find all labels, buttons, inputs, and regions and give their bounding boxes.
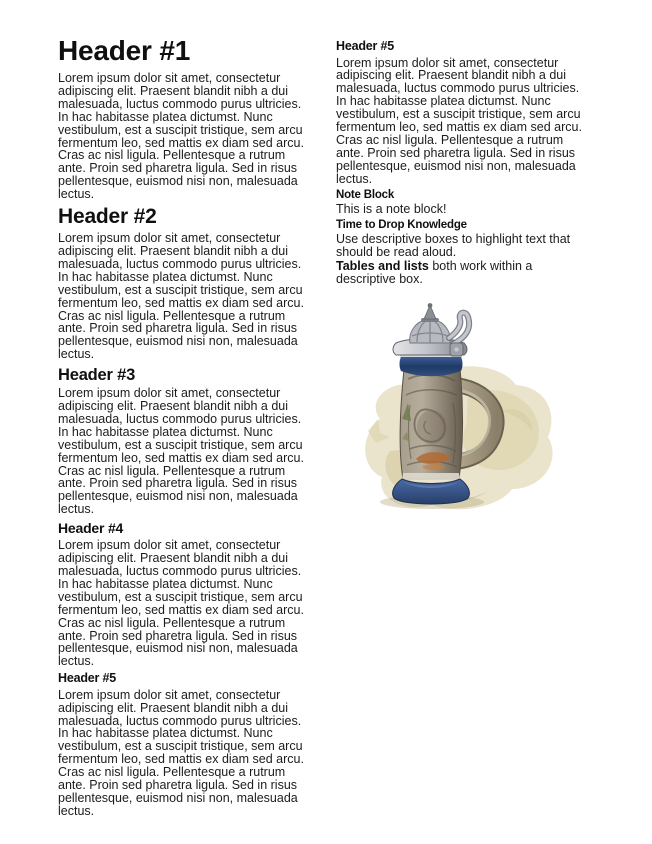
header-2: Header #2	[58, 205, 157, 229]
beer-stein-illustration	[350, 301, 562, 516]
stein-body	[400, 362, 463, 481]
header-1: Header #1	[58, 35, 191, 66]
paragraph-lorem-5: Lorem ipsum dolor sit amet, consectetur adipiscing elit. Praesent blandit nibh a dui malesuada, luctus commodo purus ultricies. In hac habitasse platea dictumst. Nunc vestibulum, est a suscipit tristique, sem arcu fermentum leo, sed mattis ex diam sed arcu. Cras ac nisl ligula. Pellentesque a rutrum ante. Proin sed pharetra ligula. Sed in risus pellentesque, euismod nisi non, malesuada lectus.	[58, 687, 304, 818]
note-block-title: Note Block	[336, 188, 395, 201]
header-3: Header #3	[58, 366, 136, 385]
knowledge-title: Time to Drop Knowledge	[336, 218, 467, 231]
note-block-text: This is a note block!	[336, 202, 447, 217]
header-5-left: Header #5	[58, 671, 116, 686]
knowledge-text: Use descriptive boxes to highlight text that should be read aloud.	[336, 232, 571, 260]
stein-finial	[421, 303, 439, 322]
header-5-right: Header #5	[336, 39, 394, 53]
right-column	[336, 36, 592, 819]
paragraph-lorem-2: Lorem ipsum dolor sit amet, consectetur adipiscing elit. Praesent blandit nibh a dui malesuada, luctus commodo purus ultricies. In hac habitasse platea dictumst. Nunc vestibulum, est a suscipit tristique, sem arcu fermentum leo, sed mattis ex diam sed arcu. Cras ac nisl ligula. Pellentesque a rutrum ante. Proin sed pharetra ligula. Sed in risus pellentesque, euismod nisi non, malesuada lectus.	[58, 231, 304, 362]
left-column	[58, 36, 310, 819]
two-column-layout	[58, 36, 592, 819]
tables-and-lists-bold: Tables and lists	[336, 259, 429, 274]
paragraph-lorem-3: Lorem ipsum dolor sit amet, consectetur adipiscing elit. Praesent blandit nibh a dui malesuada, luctus commodo purus ultricies. In hac habitasse platea dictumst. Nunc vestibulum, est a suscipit tristique, sem arcu fermentum leo, sed mattis ex diam sed arcu. Cras ac nisl ligula. Pellentesque a rutrum ante. Proin sed pharetra ligula. Sed in risus pellentesque, euismod nisi non, malesuada lectus.	[58, 386, 304, 517]
stein-lid-dome	[410, 320, 451, 343]
paragraph-lorem-6: Lorem ipsum dolor sit amet, consectetur adipiscing elit. Praesent blandit nibh a dui malesuada, luctus commodo purus ultricies. In hac habitasse platea dictumst. Nunc vestibulum, est a suscipit tristique, sem arcu fermentum leo, sed mattis ex diam sed arcu. Cras ac nisl ligula. Pellentesque a rutrum ante. Proin sed pharetra ligula. Sed in risus pellentesque, euismod nisi non, malesuada lectus.	[336, 55, 582, 186]
paragraph-lorem-1: Lorem ipsum dolor sit amet, consectetur adipiscing elit. Praesent blandit nibh a dui malesuada, luctus commodo purus ultricies. In hac habitasse platea dictumst. Nunc vestibulum, est a suscipit tristique, sem arcu fermentum leo, sed mattis ex diam sed arcu. Cras ac nisl ligula. Pellentesque a rutrum ante. Proin sed pharetra ligula. Sed in risus pellentesque, euismod nisi non, malesuada lectus.	[58, 71, 304, 202]
tables-and-lists-text	[336, 260, 592, 286]
paragraph-lorem-4: Lorem ipsum dolor sit amet, consectetur adipiscing elit. Praesent blandit nibh a dui malesuada, luctus commodo purus ultricies. In hac habitasse platea dictumst. Nunc vestibulum, est a suscipit tristique, sem arcu fermentum leo, sed mattis ex diam sed arcu. Cras ac nisl ligula. Pellentesque a rutrum ante. Proin sed pharetra ligula. Sed in risus pellentesque, euismod nisi non, malesuada lectus.	[58, 538, 304, 669]
tables-and-lists-rest: both work within a descriptive box.	[336, 259, 533, 287]
header-4: Header #4	[58, 520, 124, 537]
